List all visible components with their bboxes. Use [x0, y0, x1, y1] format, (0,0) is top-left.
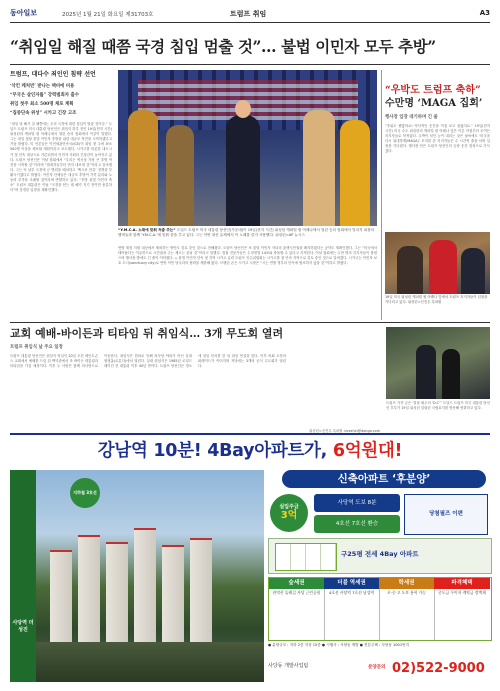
- subhead-4: “집중단속 위성” 시카고 긴장 고조: [10, 111, 77, 116]
- sidebar-subhead: 행사장 입장 대기하며 긴 줄: [385, 115, 438, 120]
- section2-photo-caption: 트럼프 가족 금은 ‘칼을 휘두러 ‘D.C’” 도널드 트럼프 미국 대통령 당선인 부부가 19일 워싱턴 알링턴 국립묘지를 방문해 헌화하고 있다.: [386, 401, 490, 411]
- feature-transfer: 4호선 7호선 환승: [314, 515, 400, 533]
- performer-figure: [340, 120, 370, 226]
- sidebar-photo: [385, 232, 490, 294]
- crowd-figure: [461, 248, 485, 294]
- left-body-text: “취임 날 해가 질 때쯤에는 우리 국경에 대한 침입이 멈출 것이다.” 도널드 트럼프 미국 대통령 당선인은 취임식 하루 전인 19일(현지 시간) 워싱턴의 캐피털 원 아레나에서 열린 승리 집회에서 이같이 말했다. 그는 취임 첫날 불법 이민자 추방을 위한 대규모 작전을 시작하겠다고 거듭 밝혔다. 미 언론들은 이민세관단속국(ICE)이 취임 첫 주에 최소 500명 이상을 체포할 계획이라고 보도했다. 시카고를 비롯한 대도시가 첫 단속 대상으로 거론되면서 이민자 사회의 긴장감이 높아지고 있다. 트럼프 당선인은 이날 집회에서 “우리는 역사상 가장 큰 추방 작전을 시작할 것”이라며 “범죄자들부터 먼저 내보낼 것”이라고 강조했다. 그는 또 남부 국경에 군 병력을 배치하고 ‘멕시코 잔류’ 정책을 부활시키겠다고 밝혔다. 이민자 단체들은 대규모 추방이 가족 분리와 노동력 부족을 초래할 것이라며 반발하고 있다. “추방 불법 이민자 축소” 트럼프 대통령은 이날 “국경을 닫는 데 해가 지기 전이면 충분하다”며 강경한 입장을 재확인했다.: [10, 122, 112, 193]
- section2-headline: 교회 예배-바이든과 티타임 뒤 취임식… 3개 무도회 열려: [10, 327, 284, 340]
- floor-plan-drawing: [275, 543, 337, 571]
- apartment-building: [162, 545, 184, 642]
- person-figure: [442, 349, 460, 399]
- page-number: A3: [479, 9, 490, 17]
- newspaper-logo: 동아일보: [10, 9, 38, 17]
- performer-figure: [166, 125, 194, 226]
- ad-logo-strip: [10, 470, 36, 682]
- headline-rule: [10, 64, 490, 65]
- ad-logo: 사당역 더 성진: [12, 620, 34, 633]
- feature-station: 사당역 도보 8분: [314, 494, 400, 512]
- left-column: [10, 70, 112, 320]
- subhead-2: “무국은 살인자를” 강력범죄자 출수: [10, 93, 80, 98]
- crowd-figure: [429, 240, 457, 294]
- section2-body-text: 트럼프 대통령 당선인은 취임식 당일인 20일 오전 세인트존스 교회에서 예배를 드린 뒤 백악관에서 조 바이든 대통령과 티타임을 가질 예정이다. 이후 두 사람은 함께 의사당으로 이동한다. 취임식은 한파로 인해 의사당 야외가 아닌 실내 원형홀(로툰다)에서 열린다. 실내 취임식은 1985년 로널드 레이건 전 대통령 이후 40년 만이다. 트럼프 당선인은 정오에 취임 선서를 한 뒤 취임 연설을 한다. 이후 의회 오찬과 퍼레이드가 이어지며 저녁에는 3개의 공식 무도회가 열린다.: [10, 354, 286, 369]
- main-headline: “취임일 해질 때쯤 국경 침입 멈출 것”… 불법 이민자 모두 추방”: [10, 37, 436, 56]
- ad-headline: 강남역 10분! 4Bay아파트가, 6억원대!: [97, 441, 403, 461]
- section2-byline: 워싱턴=신진우 특파원 niceshin@donga.com: [309, 429, 380, 433]
- apartment-building: [134, 528, 156, 642]
- badge-winner: 당첨필즈 이편: [404, 494, 488, 535]
- feature-column: 파격혜택 중도금 무이자 계약금 정액제: [434, 578, 490, 640]
- badge-move-in: 실입주금 3억: [270, 494, 308, 532]
- ad-company: 사당동 개발사업팀: [268, 663, 309, 669]
- page-header: [10, 6, 490, 23]
- apartment-building: [78, 535, 100, 642]
- performer-figure: [303, 110, 335, 226]
- performer-figure: [128, 110, 158, 226]
- feature-column: 학세권 초·중·고 도보 통학 가능: [379, 578, 435, 640]
- issue-date: 2025년 1월 21일 화요일 제31703호: [62, 12, 154, 18]
- ad-apartment-photo: [10, 470, 264, 682]
- ad-rule: [10, 433, 490, 435]
- section2-subhead: 트럼프 취임식 날 주요 일정: [10, 345, 63, 350]
- sidebar-photo-caption: 19일 미국 워싱턴 캐피털 원 아레나 앞에서 트럼프 지지자들이 입장을 기다리고 있다. 워싱턴=신진우 특파원: [385, 295, 488, 304]
- column-divider: [381, 70, 382, 320]
- subhead-1: ‘삭킨 케처빈’ 받나는 맥비에 비용: [10, 84, 75, 89]
- feature-column: 더블 역세권 4호선 사당역 7호선 남성역: [324, 578, 380, 640]
- section-rule: [10, 322, 490, 323]
- center-body-text: 연방 재정 지원 대상에서 제외하는 방안도 검토 중인 것으로 전해졌다. 트럼프 당선인은 또 불법 이민자 자녀의 출생시민권을 폐지하겠다는 공약도 재확인했다. 그는 “미국에서 태어났다는 이유만으로 시민권을 주는 제도는 끝날 것”이라고 말했다. 법률 전문가들은 수정헌법 14조와 충돌할 수 있다고 지적한다. 이날 집회에는 수만 명의 지지자들이 몰렸으며 행사장 밖에도 긴 줄이 이어졌다. ◇ 불법 이민자 단속 첫 지역 시카고 유력 트럼프 인수위원회는 시카고를 첫 단속 지역으로 검토 중인 것으로 알려졌다. 시카고는 이민자 보호 도시(sanctuary city)로 연방 이민 당국과의 협력을 제한해 왔다. 브랜던 존슨 시카고 시장은 “시는 연방 정부의 단속에 협조하지 않을 것”이라고 밝혔다.: [118, 246, 377, 266]
- apartment-building: [50, 550, 72, 642]
- speaker-head: [235, 100, 251, 118]
- section-title: 트럼프 취임: [230, 10, 267, 18]
- ad-footer-info: ● 분양규모 : 지하 2층 지상 15층 ● 시행사 : 사당동 개발 ● 견본주택 : 사당동 1001번지: [268, 643, 410, 647]
- ad-brand-title: 신축아파트 ‘후분양’: [282, 470, 486, 488]
- ad-feature-table: [268, 577, 492, 641]
- ad-phone-number[interactable]: 02)522-9000: [392, 661, 485, 676]
- speaker-figure: [226, 115, 260, 226]
- person-figure: [416, 345, 436, 399]
- main-photo-caption: “Y.M.C.A. 노래에 맞춰 처춤 추는” 도널드 트럼프 미국 대통령 당선인(가운데)이 19일(현지 시간) 워싱턴 캐피털 원 아레나에서 열린 승리 집회에서 빌리지 피플의 멤버들과 함께 ‘Y.M.C.A.’에 맞춰 춤을 추고 있다. 그는 이번 대선 유세에서 이 노래를 즐겨 사용했다. 워싱턴=AP 뉴시스: [118, 228, 375, 237]
- badge-subway: 지하철 3호선: [70, 478, 100, 508]
- floor-plan: [268, 538, 492, 574]
- floor-plan-label: 구25평 전세 4Bay 아파트: [341, 550, 419, 558]
- feature-column: 숲세권 관악산 둘레길 사당 근린공원: [269, 578, 325, 640]
- foreground-trees: [10, 642, 264, 682]
- phone-label: 분양문의: [368, 665, 386, 670]
- apartment-building: [106, 542, 128, 642]
- section2-photo: [386, 327, 490, 399]
- main-photo: [118, 70, 377, 226]
- lead-line: 트럼프, 대다수 죄인인 침략 선언: [10, 71, 96, 78]
- sidebar-headline: “우박도 트럼프 축하” 수만명 ‘MAGA 집회’: [385, 85, 483, 109]
- apartment-building: [190, 538, 212, 642]
- subhead-3: 취임 첫주 최소 500명 체포 계획: [10, 102, 74, 107]
- sidebar-body-text: “추워도 괜찮아요! 역사적인 순간을 직접 보고 싶었어요.” 19일(현지 시간) 미국 수도 워싱턴의 캐피털 원 아레나 앞은 이른 아침부터 모여든 지지자들로 북적였다. 우박이 섞인 눈이 내리는 궂은 날씨에도 ‘미국을 다시 위대하게(MAGA)’ 모자를 쓴 지지자들은 수 시간씩 줄을 서며 입장을 기다렸다. 행사장 안은 트럼프 당선인의 등장 순간 함성으로 가득 찼다.: [385, 124, 490, 154]
- crowd-figure: [397, 246, 423, 294]
